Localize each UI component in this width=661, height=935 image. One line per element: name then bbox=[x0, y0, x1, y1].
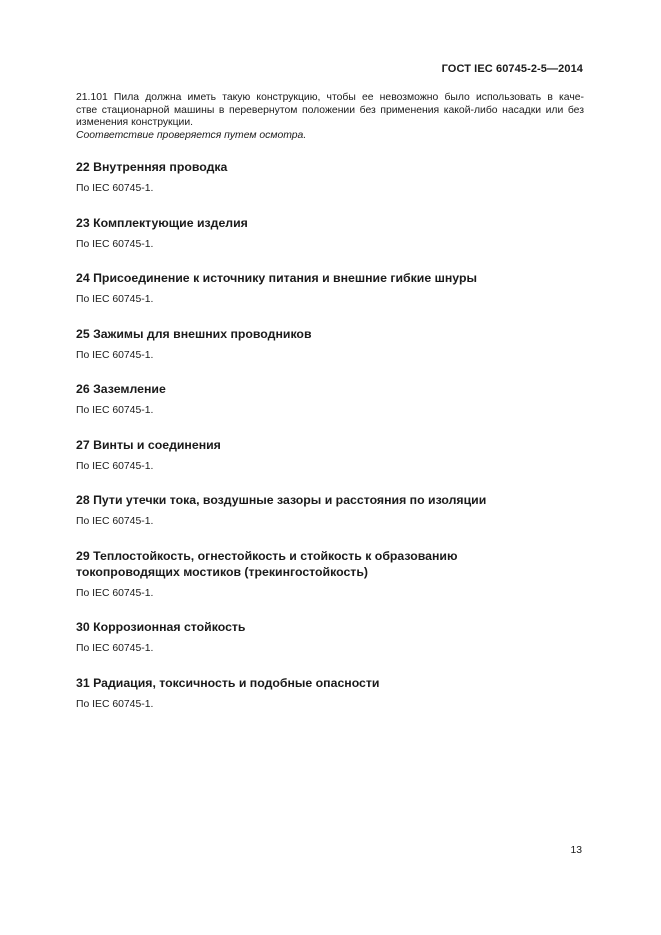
section-title: 28 Пути утечки тока, воздушные зазоры и расстояния по изоляции bbox=[76, 493, 487, 507]
section-29 bbox=[76, 548, 584, 601]
section-title: 26 Заземление bbox=[76, 382, 166, 396]
section-body: По IEC 60745-1. bbox=[76, 516, 154, 527]
clause-21-101-rest: стве стационарной машины в перевернутом положении без применения какой-либо насадки или без изменения конструкции. bbox=[76, 104, 584, 128]
section-27 bbox=[76, 437, 584, 474]
section-body: По IEC 60745-1. bbox=[76, 183, 154, 194]
page-number: 13 bbox=[570, 845, 582, 856]
section-body: По IEC 60745-1. bbox=[76, 698, 154, 710]
compliance-note: Соответствие проверяется путем осмотра. bbox=[76, 129, 307, 141]
section-body: По IEC 60745-1. bbox=[76, 238, 154, 250]
section-30 bbox=[76, 619, 584, 656]
section-body: По IEC 60745-1. bbox=[76, 294, 154, 305]
section-title: 24 Присоединение к источнику питания и внешние гибкие шнуры bbox=[76, 271, 477, 285]
document-header-standard: ГОСТ IEC 60745-2-5—2014 bbox=[441, 63, 583, 75]
section-title: 23 Комплектующие изделия bbox=[76, 215, 248, 230]
section-title: 31 Радиация, токсичность и подобные опасности bbox=[76, 675, 380, 690]
section-body: По IEC 60745-1. bbox=[76, 460, 154, 472]
section-body: По IEC 60745-1. bbox=[76, 643, 154, 654]
document-content bbox=[76, 92, 584, 711]
section-23 bbox=[76, 215, 584, 252]
section-title: 25 Зажимы для внешних проводников bbox=[76, 326, 312, 341]
section-24 bbox=[76, 270, 584, 307]
section-title: 27 Винты и соединения bbox=[76, 437, 221, 452]
section-body: По IEC 60745-1. bbox=[76, 405, 154, 416]
section-28 bbox=[76, 492, 584, 529]
section-title: 22 Внутренняя проводка bbox=[76, 160, 228, 174]
section-25 bbox=[76, 326, 584, 363]
section-22 bbox=[76, 159, 584, 196]
section-title: 30 Коррозионная стойкость bbox=[76, 620, 246, 634]
clause-21-101-text bbox=[76, 92, 584, 130]
section-26 bbox=[76, 381, 584, 418]
section-body: По IEC 60745-1. bbox=[76, 349, 154, 361]
clause-21-101-first-line: 21.101 Пила должна иметь такую конструкцию, чтобы ее невозможно было использовать в каче- bbox=[76, 92, 584, 103]
section-31 bbox=[76, 675, 584, 712]
section-title: 29 Теплостойкость, огнестойкость и стойкость к образованию токопроводящих мостиков (трекингостойкость) bbox=[76, 548, 458, 579]
section-body: По IEC 60745-1. bbox=[76, 587, 154, 599]
